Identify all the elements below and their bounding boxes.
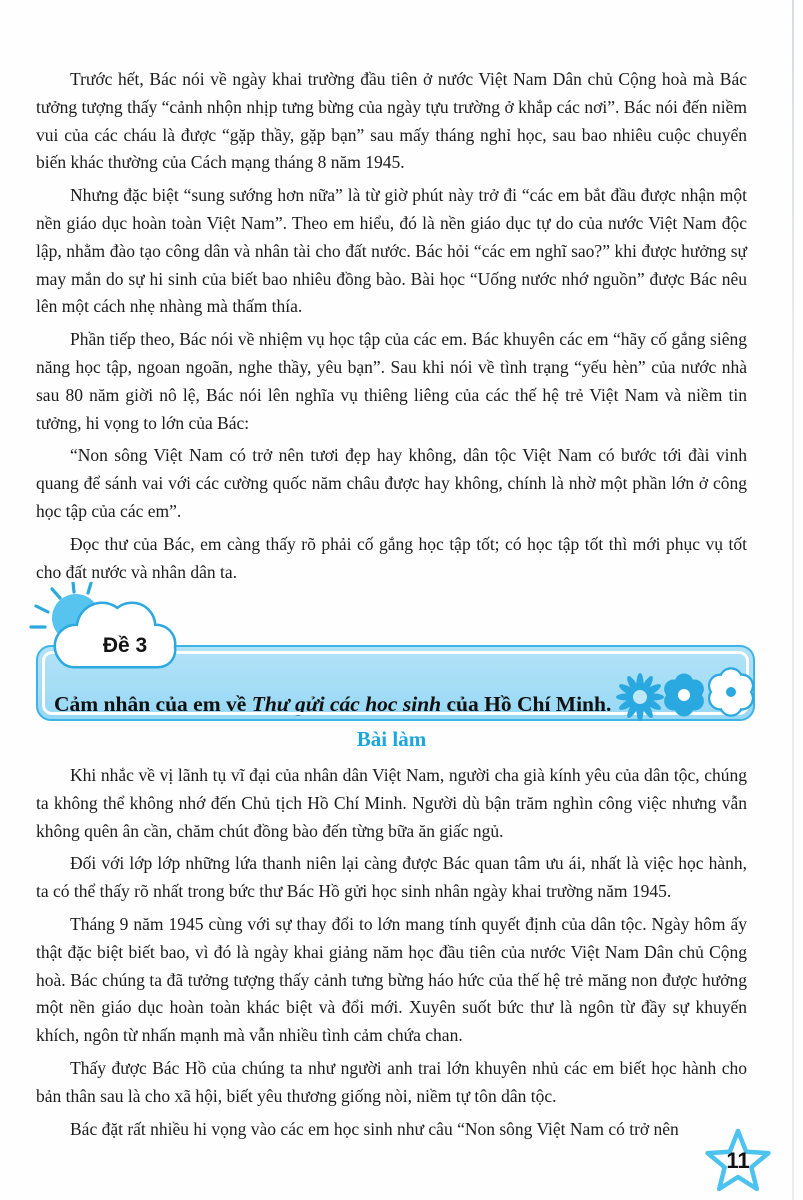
aster-flower-icon — [616, 673, 664, 721]
essay1-body — [36, 66, 747, 591]
essay-paragraph: Thấy được Bác Hồ của chúng ta như người anh trai lớn khuyên nhủ các em biết học hành cho bản thân sau là cho xã hội, biết yêu thương giống nòi, niềm tự tôn dân tộc. — [36, 1057, 747, 1106]
essay-paragraph: Nhưng đặc biệt “sung sướng hơn nữa” là từ giờ phút này trở đi “các em bắt đầu được nhận một nền giáo dục hoàn toàn Việt Nam”. Theo em hiểu, đó là nền giáo dục tự do của nước Việt Nam độc lập, nhằm đào tạo công dân và nhân tài cho đất nước. Bác hỏi “các em nghĩ sao?” khi được hưởng sự may mắn do sự hi sinh của biết bao nhiêu đồng bào. Bài học “Uống nước nhớ nguồn” được Bác nêu lên một cách nhẹ nhàng mà thấm thía. — [36, 185, 747, 317]
essay-paragraph: Trước hết, Bác nói về ngày khai trường đầu tiên ở nước Việt Nam Dân chủ Cộng hoà mà Bác tưởng tượng thấy “cảnh nhộn nhịp tưng bừng của ngày tựu trường ở khắp các nơi”. Bác nói đến niềm vui của các cháu là được “gặp thầy, gặp bạn” sau mấy tháng nghỉ học, sau bao nhiêu cuộc chuyển biến khác thường của Cách mạng tháng 8 năm 1945. — [36, 69, 747, 173]
page-edge-line — [792, 0, 794, 1200]
essay-paragraph: Tháng 9 năm 1945 cùng với sự thay đổi to lớn mang tính quyết định của dân tộc. Ngày hôm ấy thật đặc biệt biết bao, vì đó là ngày khai giảng năm học đầu tiên của nước Việt Nam Dân chủ Cộng hoà. Bác chúng ta đã tưởng tượng thấy cảnh tưng bừng háo hức của thế hệ trẻ măng non được hưởng một nền giáo dục hoàn toàn khác biệt và đổi mới. Xuyên suốt bức thư là ngôn từ đầy sự khuyến khích, ngôn từ nhấn mạnh mà vẫn nhiều tình cảm chứa chan. — [36, 913, 747, 1046]
essay-paragraph: Khi nhắc về vị lãnh tụ vĩ đại của nhân dân Việt Nam, người cha già kính yêu của dân tộc, chúng ta không thể không nhớ đến Chủ tịch Hồ Chí Minh. Người dù bận trăm nghìn công việc nhưng vẫn không quên ân cần, chăm chút đồng bào đến từng bữa ăn giấc ngủ. — [36, 765, 747, 841]
page-number: 11 — [726, 1148, 750, 1173]
essay-paragraph: Đọc thư của Bác, em càng thấy rõ phải cố gắng học tập tốt; có học tập tốt thì mới phục vụ tốt cho đất nước và nhân dân ta. — [36, 533, 747, 582]
prompt-prefix: Cảm nhận của em về — [54, 691, 252, 716]
sun-cloud-icon — [24, 582, 199, 674]
prompt-title: Thư gửi các học sinh — [251, 691, 442, 716]
prompt-text — [54, 690, 633, 716]
essay-paragraph: Phần tiếp theo, Bác nói về nhiệm vụ học tập của các em. Bác khuyên các em “hãy cố gắng siêng năng học tập, ngoan ngoãn, nghe thầy, yêu bạn”. Sau khi nói về tình trạng “yếu hèn” của nước nhà sau 80 năm giời nô lệ, Bác nói lên nghĩa vụ thiêng liêng của các thế hệ trẻ Việt Nam và niềm tin tưởng, hi vọng to lớn của Bác: — [36, 329, 747, 433]
essay-paragraph: “Non sông Việt Nam có trở nên tươi đẹp hay không, dân tộc Việt Nam có bước tới đài vinh quang để sánh vai với các cường quốc năm châu được hay không, chính là nhờ một phần lớn ở công học tập của các em”. — [36, 445, 747, 521]
essay-heading: Bài làm — [356, 727, 427, 751]
essay-paragraph: Bác đặt rất nhiều hi vọng vào các em học sinh như câu “Non sông Việt Nam có trở nên — [70, 1118, 679, 1139]
flowers-icon — [612, 665, 762, 723]
prompt-suffix: của Hồ Chí Minh. — [441, 691, 612, 716]
essay2-body — [36, 762, 747, 1148]
essay-paragraph: Đối với lớp lớp những lứa thanh niên lại càng được Bác quan tâm ưu ái, nhất là việc học hành, ta có thể thấy rõ nhất trong bức thư Bác Hồ gửi học sinh nhân ngày khai trường năm 1945. — [36, 853, 747, 902]
prompt-badge: Đề 3 — [102, 634, 148, 657]
round-flower-icon — [664, 674, 704, 717]
outlined-flower-icon — [710, 670, 752, 715]
